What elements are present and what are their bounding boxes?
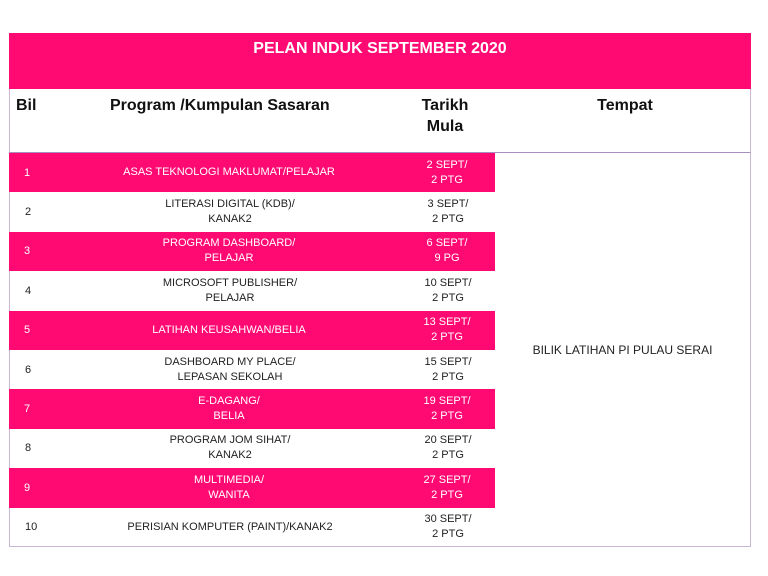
row-bil: 5 xyxy=(24,324,31,337)
header-tarikh-line1: Tarikh xyxy=(421,97,469,114)
table-row xyxy=(9,429,495,468)
row-date-line2: 2 PTG xyxy=(432,370,464,383)
row-program-line2: WANITA xyxy=(208,488,250,501)
table-header-row xyxy=(9,89,751,153)
row-program xyxy=(95,192,365,231)
row-program xyxy=(94,153,364,192)
row-program-line1: LATIHAN KEUSAHWAN/BELIA xyxy=(152,323,306,336)
header-tarikh xyxy=(405,95,485,137)
row-date xyxy=(405,508,491,547)
header-bil: Bil xyxy=(16,97,37,114)
row-program xyxy=(95,429,365,468)
row-date xyxy=(404,311,490,350)
row-date-line2: 2 PTG xyxy=(432,449,464,462)
tempat-value: BILIK LATIHAN PI PULAU SERAI xyxy=(532,342,713,357)
row-date-line1: 6 SEPT/ xyxy=(426,237,468,250)
table-title: PELAN INDUK SEPTEMBER 2020 xyxy=(9,33,751,89)
tempat-merged-cell xyxy=(495,153,751,547)
row-program-line1: PROGRAM DASHBOARD/ xyxy=(162,237,296,250)
table-row xyxy=(9,232,495,271)
row-program xyxy=(95,271,365,310)
row-bil: 10 xyxy=(25,521,38,534)
row-program-line1: LITERASI DIGITAL (KDB)/ xyxy=(165,198,295,211)
row-program-line2: PELAJAR xyxy=(205,291,255,304)
row-date-line2: 2 PTG xyxy=(431,410,463,423)
row-bil: 2 xyxy=(25,206,32,219)
schedule-document xyxy=(9,33,751,547)
row-program xyxy=(94,468,364,507)
row-program xyxy=(95,350,365,389)
row-bil: 7 xyxy=(24,403,31,416)
row-date-line1: 10 SEPT/ xyxy=(424,276,472,289)
row-program-line1: ASAS TEKNOLOGI MAKLUMAT/PELAJAR xyxy=(123,166,335,179)
row-bil: 1 xyxy=(24,166,31,179)
row-date-line1: 13 SEPT/ xyxy=(423,316,471,329)
table-row xyxy=(9,153,495,192)
row-date-line2: 2 PTG xyxy=(432,528,464,541)
row-date-line1: 20 SEPT/ xyxy=(424,434,472,447)
row-program-line1: PERISIAN KOMPUTER (PAINT)/KANAK2 xyxy=(127,520,333,533)
table-row xyxy=(9,350,495,389)
row-program xyxy=(94,389,364,428)
row-date xyxy=(404,153,490,192)
row-program-line2: PELAJAR xyxy=(204,252,254,265)
row-bil: 4 xyxy=(25,284,32,297)
row-bil: 6 xyxy=(25,363,32,376)
table-row xyxy=(9,468,495,507)
header-tarikh-line2: Mula xyxy=(426,118,464,135)
row-date xyxy=(405,192,491,231)
row-program-line1: MICROSOFT PUBLISHER/ xyxy=(162,276,298,289)
row-date-line1: 27 SEPT/ xyxy=(423,473,471,486)
row-date-line2: 2 PTG xyxy=(432,291,464,304)
row-program xyxy=(95,508,365,547)
row-program-line1: E-DAGANG/ xyxy=(198,395,260,408)
row-program-line2: KANAK2 xyxy=(208,449,252,462)
table-row xyxy=(9,192,495,231)
table-row xyxy=(9,311,495,350)
row-program-line2: LEPASAN SEKOLAH xyxy=(177,370,283,383)
row-date-line2: 2 PTG xyxy=(431,173,463,186)
row-program-line2: KANAK2 xyxy=(208,213,252,226)
row-date-line1: 19 SEPT/ xyxy=(423,395,471,408)
row-date-line1: 30 SEPT/ xyxy=(424,513,472,526)
row-date-line1: 2 SEPT/ xyxy=(426,158,468,171)
row-program-line1: PROGRAM JOM SIHAT/ xyxy=(169,434,291,447)
table-row xyxy=(9,271,495,310)
row-date xyxy=(404,232,490,271)
row-date-line1: 3 SEPT/ xyxy=(427,198,469,211)
row-bil: 3 xyxy=(24,245,31,258)
row-date xyxy=(405,271,491,310)
header-tempat: Tempat xyxy=(597,97,653,114)
header-program: Program /Kumpulan Sasaran xyxy=(110,97,330,114)
row-date xyxy=(405,350,491,389)
row-date xyxy=(405,429,491,468)
row-program-line2: BELIA xyxy=(213,410,245,423)
row-bil: 9 xyxy=(24,481,31,494)
row-program xyxy=(94,232,364,271)
row-bil: 8 xyxy=(25,442,32,455)
table-body xyxy=(9,153,495,547)
table-row xyxy=(9,389,495,428)
row-date-line2: 2 PTG xyxy=(431,331,463,344)
row-date xyxy=(404,389,490,428)
row-date-line1: 15 SEPT/ xyxy=(424,355,472,368)
row-program xyxy=(94,311,364,350)
row-date xyxy=(404,468,490,507)
row-program-line1: DASHBOARD MY PLACE/ xyxy=(164,355,296,368)
row-date-line2: 2 PTG xyxy=(432,213,464,226)
row-date-line2: 9 PG xyxy=(434,252,460,265)
table-row xyxy=(9,508,495,547)
row-date-line2: 2 PTG xyxy=(431,488,463,501)
table-bottom-border xyxy=(9,546,495,547)
row-program-line1: MULTIMEDIA/ xyxy=(193,473,265,486)
